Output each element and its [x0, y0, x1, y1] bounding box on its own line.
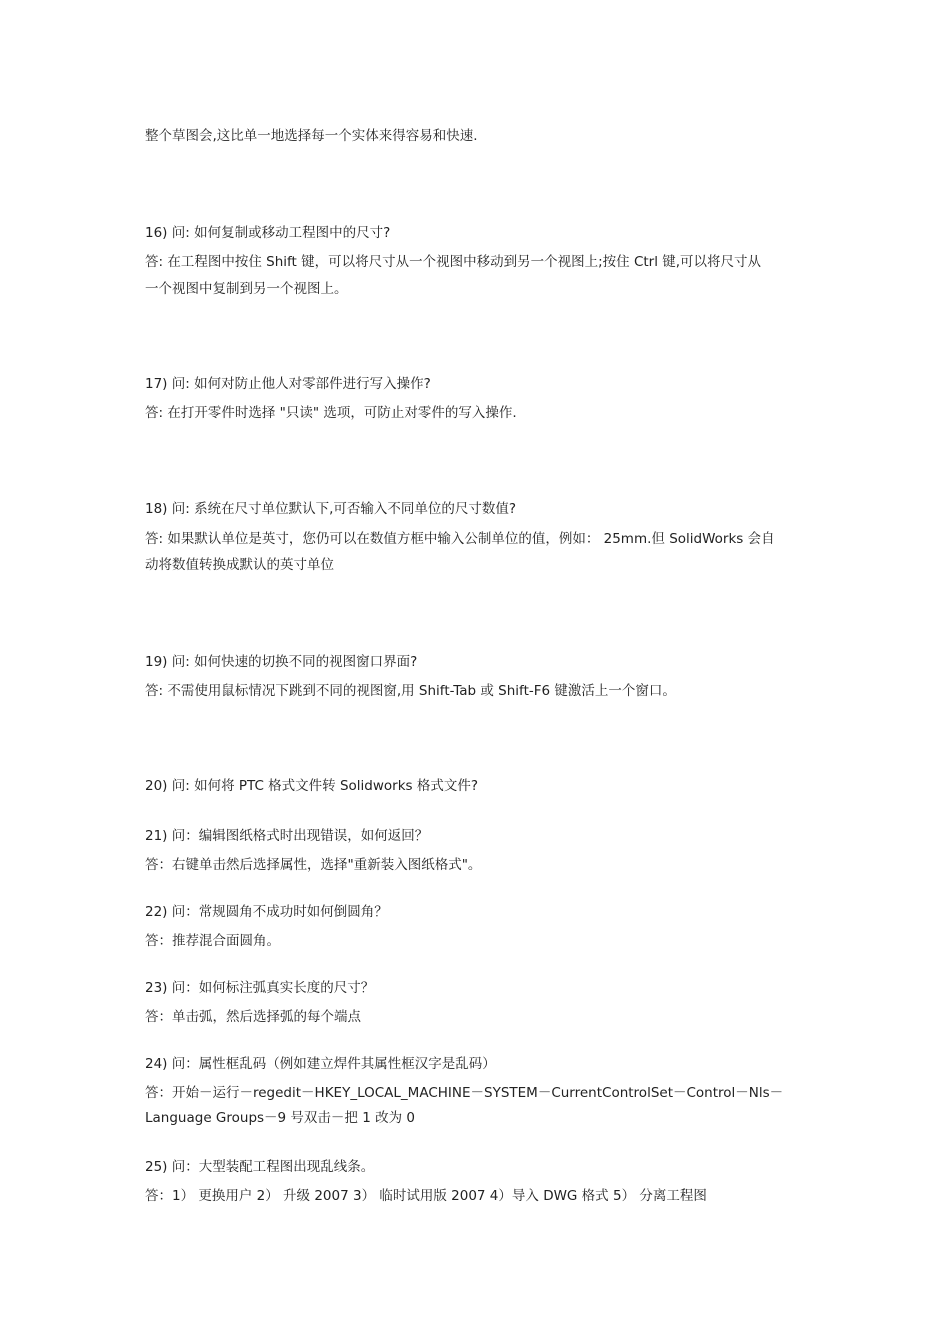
- question-19: 19) 问: 如何快速的切换不同的视图窗口界面?: [145, 654, 418, 670]
- question-23: 23) 问：如何标注弧真实长度的尺寸？: [145, 980, 375, 996]
- answer-18-line-1: 答: 如果默认单位是英寸，您仍可以在数值方框中输入公制单位的值，例如： 25mm.但 SolidWorks 会自: [145, 531, 775, 547]
- text-line: 整个草图会,这比单一地选择每一个实体来得容易和快速.: [145, 128, 478, 144]
- answer-25: 答：1） 更换用户 2） 升级 2007 3） 临时试用版 2007 4）导入 DWG 格式 5） 分离工程图: [145, 1188, 707, 1204]
- answer-19: 答: 不需使用鼠标情况下跳到不同的视图窗,用 Shift-Tab 或 Shift-F6 键激活上一个窗口。: [145, 683, 676, 699]
- question-16: 16) 问: 如何复制或移动工程图中的尺寸?: [145, 225, 391, 241]
- question-24: 24) 问：属性框乱码（例如建立焊件其属性框汉字是乱码）: [145, 1056, 496, 1072]
- answer-24-line-1: 答：开始－运行－regedit－HKEY_LOCAL_MACHINE－SYSTEM－CurrentControlSet－Control－Nls－: [145, 1085, 784, 1101]
- answer-24-line-2: Language Groups－9 号双击－把 1 改为 0: [145, 1110, 415, 1126]
- question-22: 22) 问：常规圆角不成功时如何倒圆角？: [145, 904, 388, 920]
- answer-22: 答：推荐混合面圆角。: [145, 933, 280, 949]
- question-25: 25) 问：大型装配工程图出现乱线条。: [145, 1159, 375, 1175]
- question-17: 17) 问: 如何对防止他人对零部件进行写入操作?: [145, 376, 431, 392]
- question-18: 18) 问: 系统在尺寸单位默认下,可否输入不同单位的尺寸数值?: [145, 501, 517, 517]
- answer-21: 答：右键单击然后选择属性，选择"重新装入图纸格式"。: [145, 857, 482, 873]
- question-21: 21) 问：编辑图纸格式时出现错误，如何返回？: [145, 828, 429, 844]
- answer-18-line-2: 动将数值转换成默认的英寸单位: [145, 557, 334, 573]
- question-20: 20) 问: 如何将 PTC 格式文件转 Solidworks 格式文件?: [145, 778, 479, 794]
- answer-16-line-1: 答: 在工程图中按住 Shift 键，可以将尺寸从一个视图中移动到另一个视图上;按住 Ctrl 键,可以将尺寸从: [145, 254, 762, 270]
- answer-23: 答：单击弧，然后选择弧的每个端点: [145, 1009, 361, 1025]
- answer-17: 答: 在打开零件时选择 "只读" 选项，可防止对零件的写入操作.: [145, 405, 517, 421]
- answer-16-line-2: 一个视图中复制到另一个视图上。: [145, 281, 348, 297]
